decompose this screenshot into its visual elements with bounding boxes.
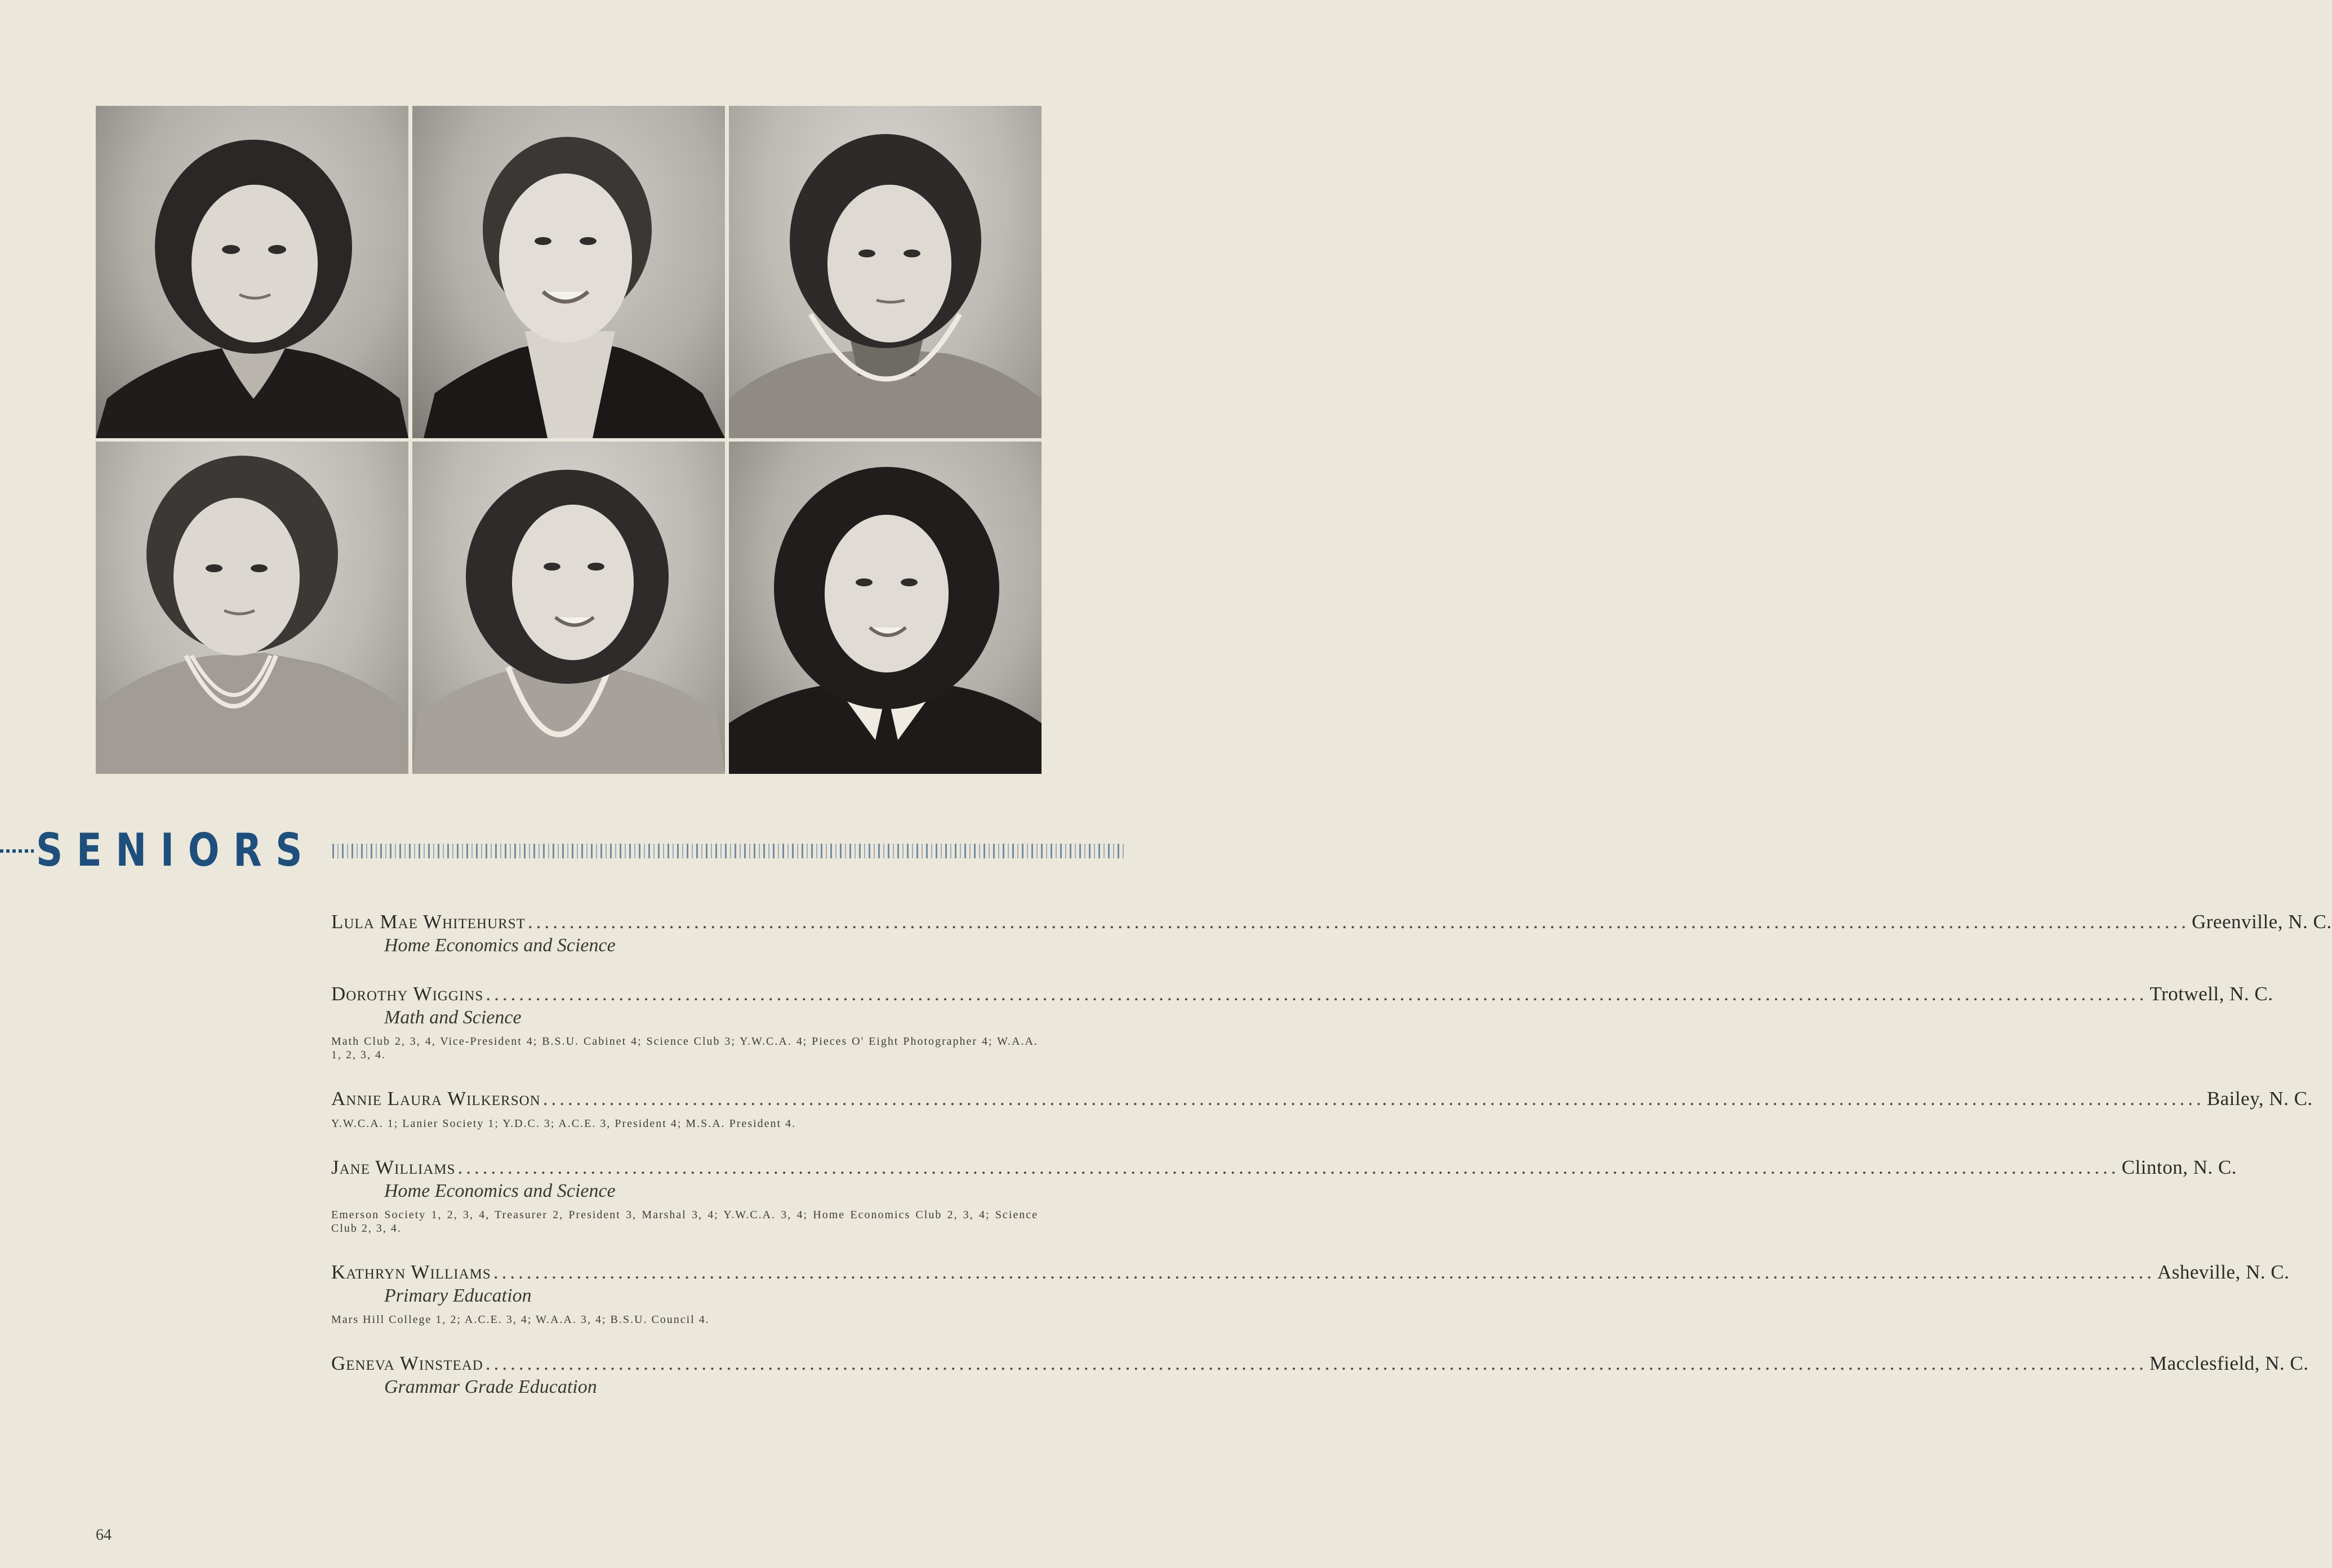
senior-name: Annie Laura Wilkerson (331, 1088, 541, 1110)
senior-name: Jane Williams (331, 1156, 456, 1178)
senior-portrait (412, 106, 725, 438)
senior-major: Home Economics and Science (384, 1181, 616, 1201)
name-line (331, 1260, 2290, 1285)
portrait-image (729, 442, 1042, 774)
portrait-grid (96, 106, 1042, 779)
dot-leader: ........................................................................................................................................................................................................ (485, 1352, 2147, 1374)
senior-portrait (729, 106, 1042, 438)
senior-name: Kathryn Williams (331, 1261, 491, 1283)
senior-portrait (96, 442, 408, 774)
senior-activities: Emerson Society 1, 2, 3, 4, Treasurer 2, President 3, Marshal 3, 4; Y.W.C.A. 3, 4; Home Economics Club 2, 3, 4; Science Club 2, 3, 4. (331, 1209, 1038, 1235)
senior-roster (331, 910, 2332, 1398)
section-title: SENIORS (36, 824, 317, 876)
portrait-image (412, 106, 725, 438)
portrait-image (96, 106, 408, 438)
senior-portrait (96, 106, 408, 438)
senior-entry (331, 1086, 2313, 1130)
senior-activities: Math Club 2, 3, 4, Vice-President 4; B.S.U. Cabinet 4; Science Club 3; Y.W.C.A. 4; Pieces O' Eight Photographer 4; W.A.A. 1, 2, 3, 4. (331, 1035, 1038, 1061)
senior-entry (331, 1260, 2290, 1326)
dot-leader: ........................................................................................................................................................................................................ (457, 1156, 2120, 1178)
senior-entry (331, 1155, 2237, 1235)
dot-leader: ........................................................................................................................................................................................................ (486, 983, 2148, 1005)
name-line (331, 982, 2273, 1006)
portrait-image (96, 442, 408, 774)
senior-portrait (412, 442, 725, 774)
senior-name: Dorothy Wiggins (331, 983, 484, 1005)
section-header (0, 824, 1127, 876)
senior-hometown: Greenville, N. C. (2192, 911, 2332, 933)
dot-leader: ........................................................................................................................................................................................................ (528, 911, 2189, 933)
dot-leader: ........................................................................................................................................................................................................ (542, 1088, 2205, 1110)
ornament-dots (0, 849, 34, 853)
senior-hometown: Clinton, N. C. (2121, 1156, 2237, 1178)
senior-name: Geneva Winstead (331, 1352, 483, 1374)
senior-major: Grammar Grade Education (384, 1377, 597, 1397)
portrait-image (412, 442, 725, 774)
name-line (331, 1155, 2237, 1180)
senior-activities: Y.W.C.A. 1; Lanier Society 1; Y.D.C. 3; A.C.E. 3, President 4; M.S.A. President 4. (331, 1117, 796, 1130)
senior-hometown: Bailey, N. C. (2206, 1088, 2313, 1110)
senior-portrait (729, 442, 1042, 774)
senior-entry (331, 910, 2332, 957)
page-number: 64 (96, 1526, 112, 1544)
senior-name: Lula Mae Whitehurst (331, 911, 526, 933)
name-line (331, 1351, 2309, 1376)
senior-entry (331, 982, 2273, 1062)
name-line (331, 1086, 2313, 1111)
senior-entry (331, 1351, 2309, 1398)
senior-activities: Mars Hill College 1, 2; A.C.E. 3, 4; W.A.A. 3, 4; B.S.U. Council 4. (331, 1313, 710, 1326)
senior-major: Primary Education (384, 1285, 532, 1306)
senior-hometown: Asheville, N. C. (2157, 1261, 2290, 1283)
senior-hometown: Trotwell, N. C. (2149, 983, 2273, 1005)
senior-major: Home Economics and Science (384, 935, 616, 956)
name-line (331, 910, 2332, 934)
senior-major: Math and Science (384, 1007, 522, 1028)
decorative-rule (332, 844, 1127, 858)
dot-leader: ........................................................................................................................................................................................................ (493, 1261, 2155, 1283)
senior-hometown: Macclesfield, N. C. (2149, 1352, 2309, 1374)
portrait-image (729, 106, 1042, 438)
